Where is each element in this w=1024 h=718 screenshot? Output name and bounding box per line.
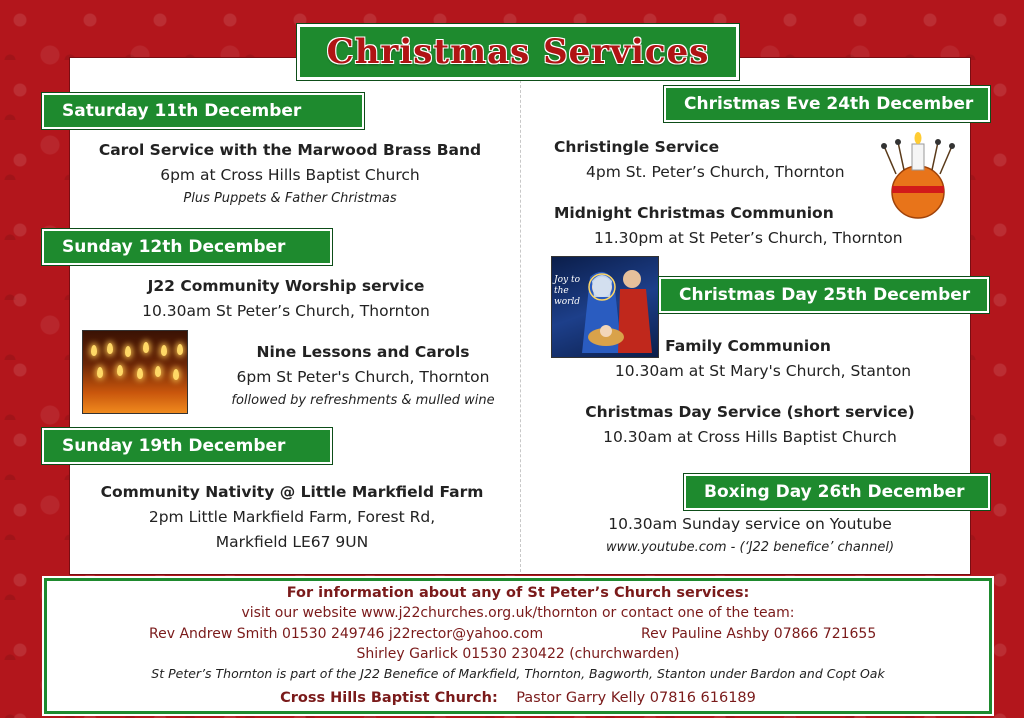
- boxing-day-block: [560, 512, 940, 559]
- worship-title: J22 Community Worship service: [147, 277, 425, 295]
- info-heading: For information about any of St Peter’s Church services:: [286, 585, 750, 601]
- boxing-day-line: 10.30am Sunday service on Youtube: [608, 515, 892, 533]
- header-boxing-day: [684, 474, 990, 510]
- lessons-note: followed by refreshments & mulled wine: [231, 393, 495, 408]
- info-contact-pauline: Rev Pauline Ashby 07866 721655: [641, 626, 877, 642]
- carol-service-note: Plus Puppets & Father Christmas: [183, 191, 397, 206]
- christingle-line: 4pm St. Peter’s Church, Thornton: [586, 163, 845, 181]
- nativity-farm-title: Community Nativity @ Little Markfield Farm: [100, 483, 484, 501]
- family-communion-title: Family Communion: [665, 337, 831, 355]
- fold-divider: [520, 60, 522, 572]
- title-banner: [297, 24, 739, 80]
- info-contact-shirley: Shirley Garlick 01530 230422 (churchwarden): [356, 646, 680, 662]
- info-baptist-contact: Pastor Garry Kelly 07816 616189: [516, 690, 756, 706]
- carol-service-block: [80, 137, 500, 210]
- christingle-block: [554, 134, 870, 185]
- header-saturday-11: [42, 93, 364, 129]
- christingle-title: Christingle Service: [554, 138, 720, 156]
- header-saturday-11-label: Saturday 11th December: [62, 101, 302, 121]
- midnight-title: Midnight Christmas Communion: [554, 204, 834, 222]
- nativity-farm-line1: 2pm Little Markfield Farm, Forest Rd,: [148, 508, 436, 526]
- info-baptist-row: [47, 690, 989, 706]
- header-sunday-12-label: Sunday 12th December: [62, 237, 286, 257]
- nativity-farm-line2: Markfield LE67 9UN: [215, 533, 369, 551]
- lessons-line: 6pm St Peter's Church, Thornton: [236, 368, 490, 386]
- family-communion-line: 10.30am at St Mary's Church, Stanton: [614, 362, 912, 380]
- nativity-farm-block: [80, 479, 504, 555]
- header-christmas-day-label: Christmas Day 25th December: [679, 285, 971, 305]
- page-title: Christmas Services: [326, 32, 710, 72]
- header-christmas-day: [659, 277, 989, 313]
- nativity-caption: Joy to the world: [554, 275, 581, 307]
- header-sunday-12: [42, 229, 332, 265]
- header-christmas-eve: [664, 86, 990, 122]
- youtube-link[interactable]: www.youtube.com - (‘J22 benefice’ channel): [605, 540, 895, 555]
- christmas-day-service-title: Christmas Day Service (short service): [585, 403, 915, 421]
- christmas-day-service-line: 10.30am at Cross Hills Baptist Church: [603, 428, 897, 446]
- info-benefice: St Peter’s Thornton is part of the J22 Benefice of Markfield, Thornton, Bagworth, Stanton under Bardon and Copt Oak: [151, 666, 885, 681]
- header-sunday-19: [42, 428, 332, 464]
- carol-service-line: 6pm at Cross Hills Baptist Church: [160, 166, 420, 184]
- lessons-block: [196, 339, 530, 412]
- midnight-line: 11.30pm at St Peter’s Church, Thornton: [594, 229, 903, 247]
- candles-photo: [82, 330, 188, 414]
- worship-line: 10.30am St Peter’s Church, Thornton: [142, 302, 430, 320]
- carol-service-title: Carol Service with the Marwood Brass Band: [98, 141, 482, 159]
- header-boxing-day-label: Boxing Day 26th December: [704, 482, 965, 502]
- info-baptist-label: Cross Hills Baptist Church:: [280, 690, 498, 706]
- header-christmas-eve-label: Christmas Eve 24th December: [684, 94, 974, 114]
- worship-block: [80, 273, 492, 324]
- midnight-block: [554, 200, 934, 251]
- info-contact-andrew: Rev Andrew Smith 01530 249746 j22rector@yahoo.com: [149, 626, 544, 642]
- lessons-title: Nine Lessons and Carols: [256, 343, 470, 361]
- header-sunday-19-label: Sunday 19th December: [62, 436, 286, 456]
- family-communion-block: [576, 333, 950, 384]
- christmas-day-service-block: [560, 399, 940, 450]
- contact-info-box: [44, 578, 992, 714]
- info-website-line: visit our website www.j22churches.org.uk/thornton or contact one of the team:: [241, 605, 795, 621]
